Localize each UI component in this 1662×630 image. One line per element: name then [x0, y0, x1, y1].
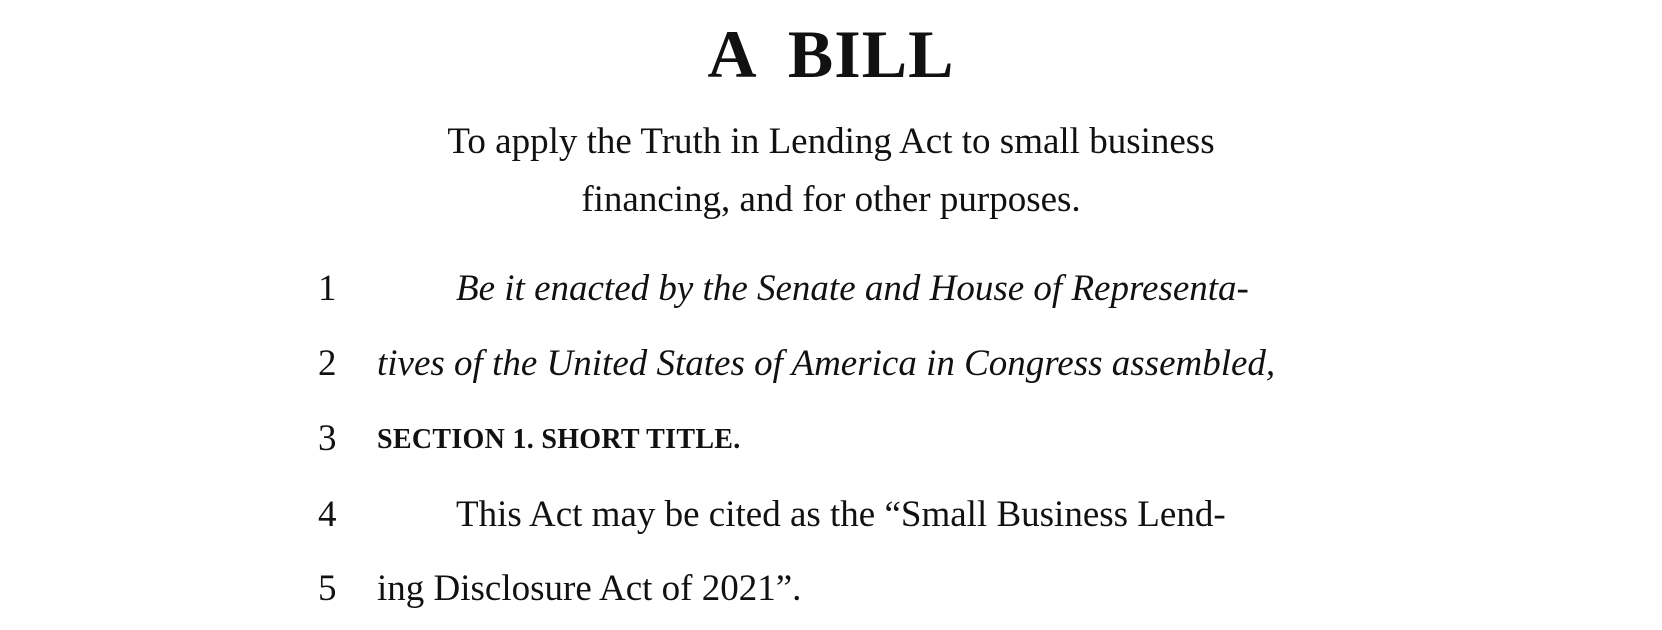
bill-title: A BILL — [707, 16, 955, 92]
purpose-line: To apply the Truth in Lending Act to small business — [447, 121, 1215, 162]
section-text: ing Disclosure Act of 2021”. — [377, 568, 802, 609]
section-text: This Act may be cited as the “Small Business Lend- — [456, 494, 1226, 535]
bill-line — [0, 420, 1662, 480]
purpose-line: financing, and for other purposes. — [581, 179, 1081, 220]
bill-line — [0, 270, 1662, 330]
line-number: 3 — [318, 418, 337, 459]
bill-line — [0, 570, 1662, 630]
bill-line — [0, 496, 1662, 556]
line-number: 4 — [318, 494, 337, 535]
enacting-clause: Be it enacted by the Senate and House of Representa- — [456, 268, 1249, 309]
line-number: 2 — [318, 343, 337, 384]
line-number: 5 — [318, 568, 337, 609]
line-number: 1 — [318, 268, 337, 309]
enacting-clause: tives of the United States of America in Congress assembled, — [377, 343, 1276, 384]
section-heading: SECTION 1. SHORT TITLE. — [377, 424, 741, 455]
bill-line — [0, 345, 1662, 405]
